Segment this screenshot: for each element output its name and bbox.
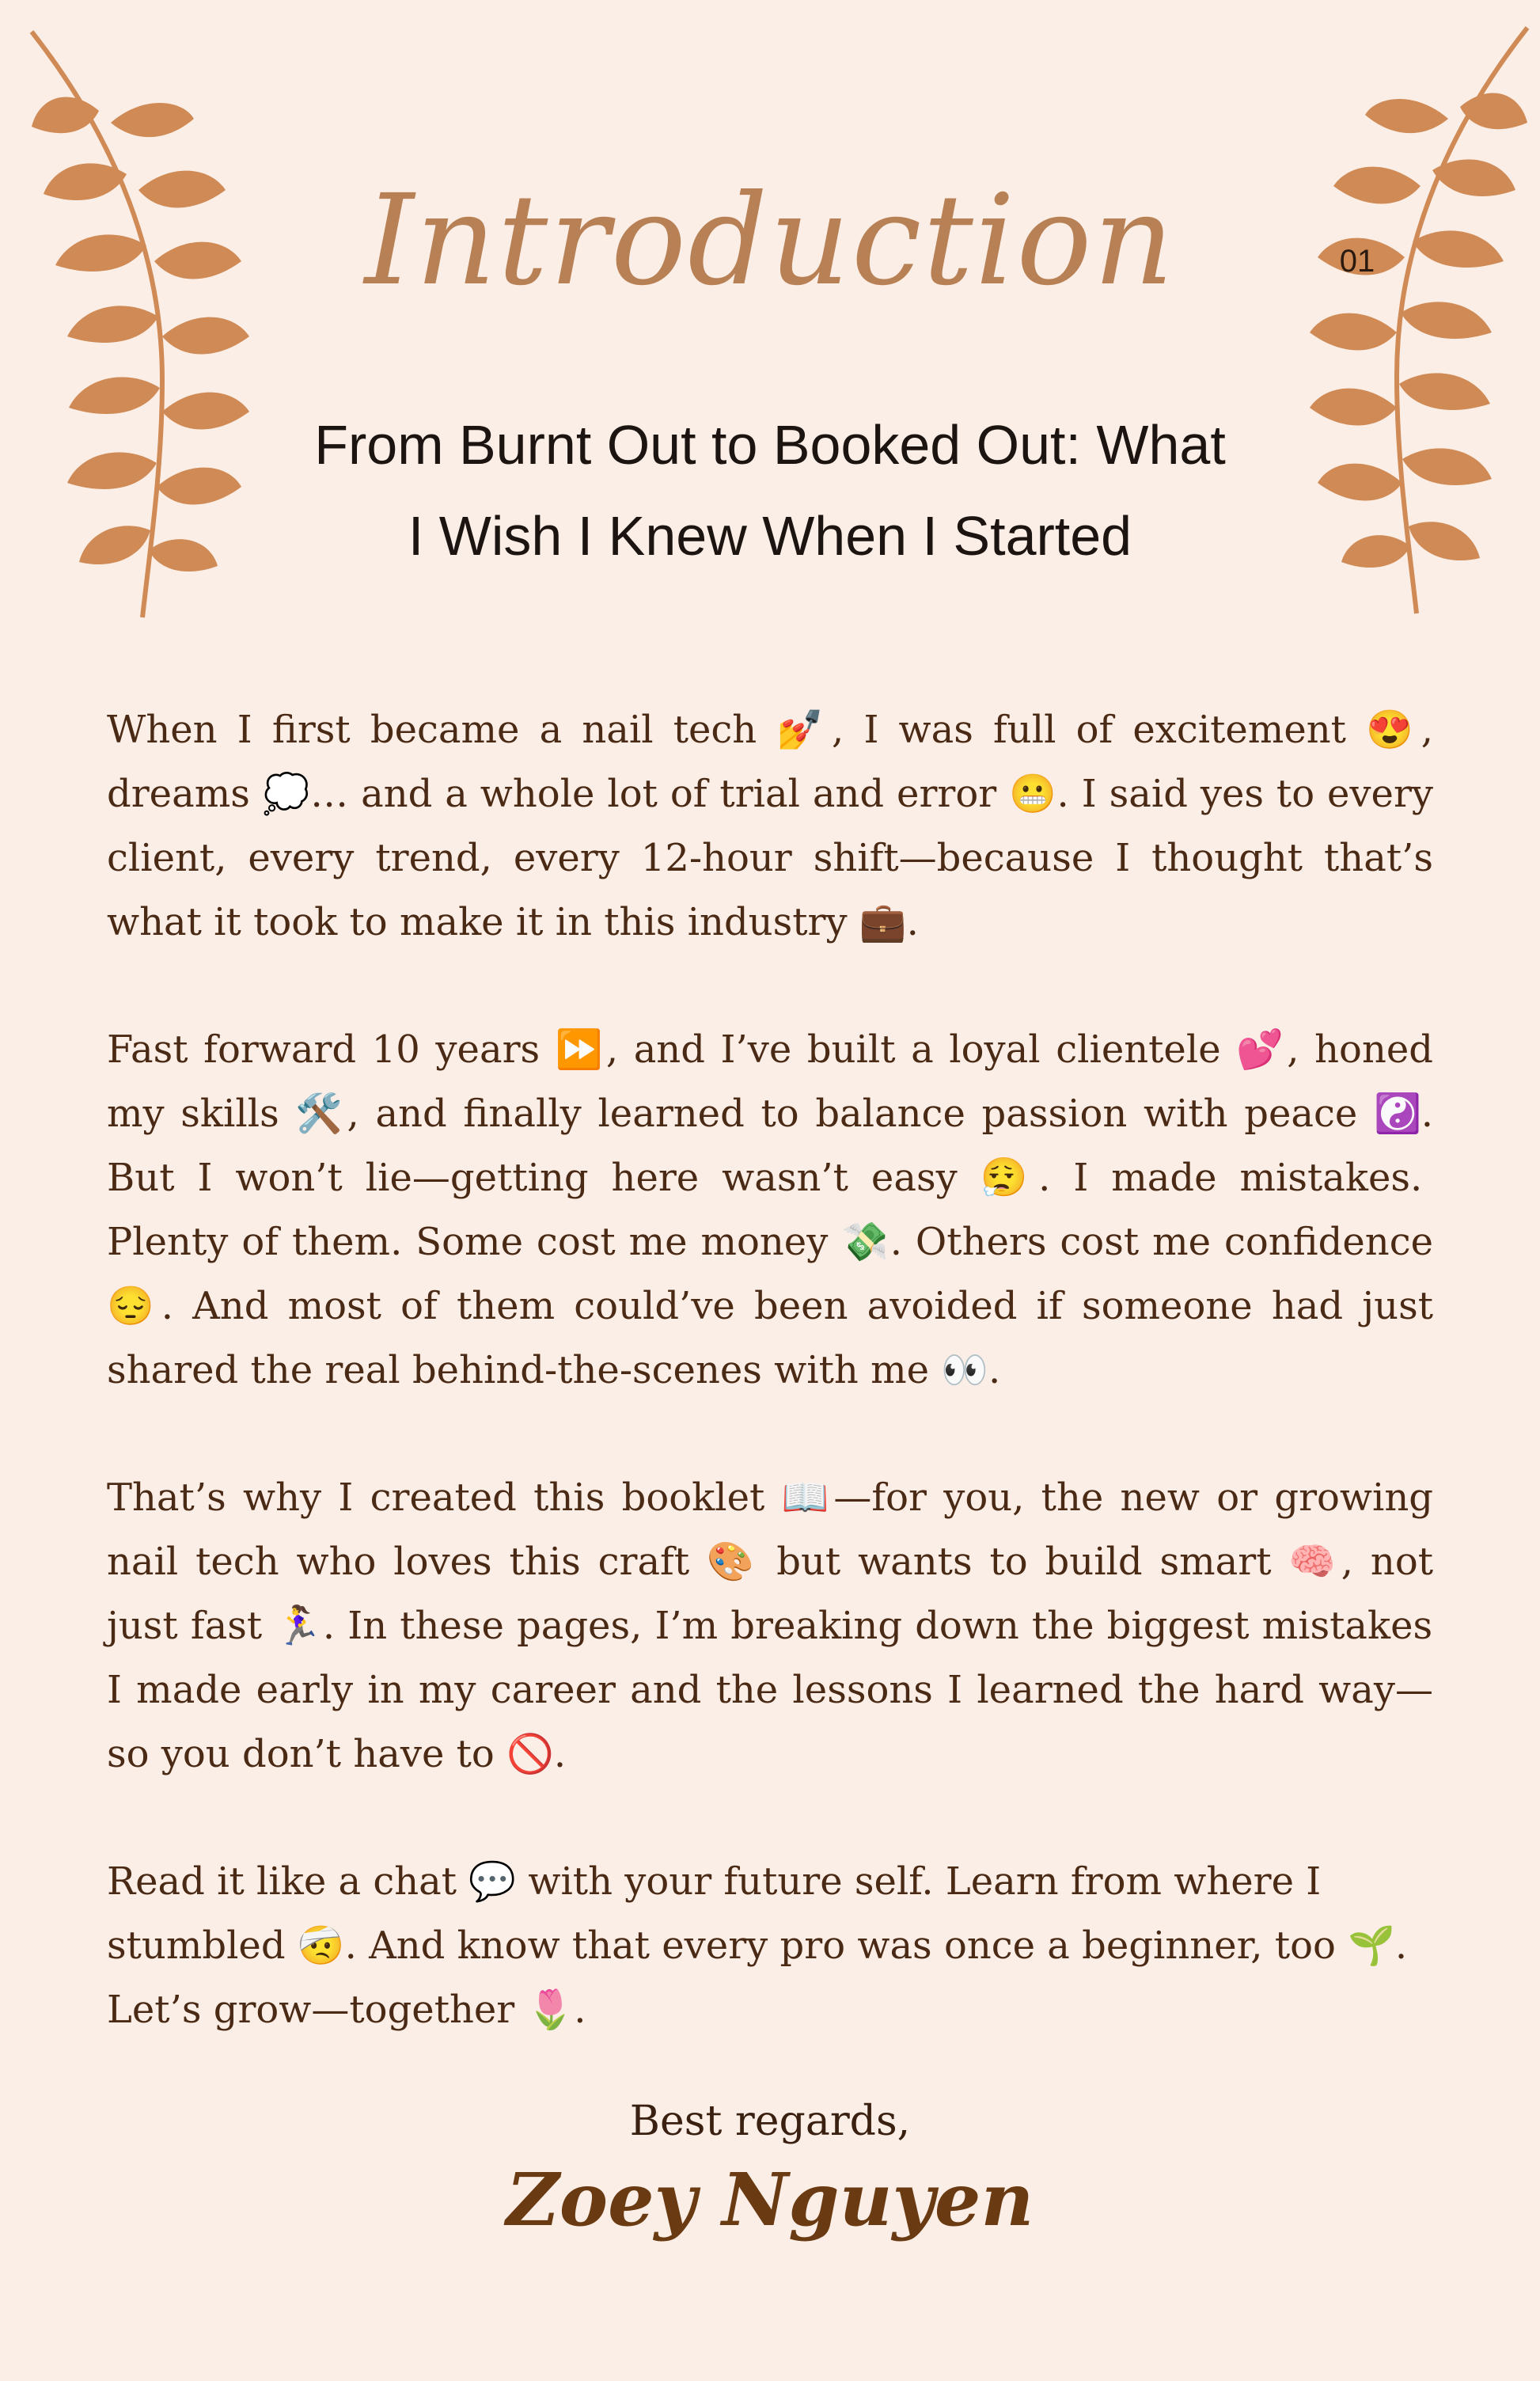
paragraph: Read it like a chat 💬 with your future self. Learn from where I stumbled 🤕. And know that every pro was once a beginner, too 🌱. Let’s grow—together 🌷.: [107, 1859, 1408, 2032]
page-subtitle: [0, 400, 1540, 582]
subtitle-line: I Wish I Knew When I Started: [408, 505, 1132, 567]
signature: Zoey Nguyen: [506, 2157, 1034, 2242]
paragraph: When I first became a nail tech 💅, I was full of excitement 😍, dreams 💭… and a whole lot of trial and error 😬. I said yes to every client, every trend, every 12-hour shift—because I thought that’s what it took to make it in this industry 💼.: [107, 708, 1433, 944]
paragraph: Fast forward 10 years ⏩, and I’ve built a loyal clientele 💕, honed my skills 🛠️, and finally learned to balance passion with peace ☯️. But I won’t lie—getting here wasn’t easy 😮‍💨. I made mistakes. Plenty of them. Some cost me money 💸. Others cost me confidence 😔. And most of them could’ve been avoided if someone had just shared the real behind-the-scenes with me 👀.: [107, 1027, 1433, 1392]
paragraph: That’s why I created this booklet 📖—for you, the new or growing nail tech who loves this craft 🎨 but wants to build smart 🧠, not just fast 🏃‍♀️. In these pages, I’m breaking down the biggest mistakes I made early in my career and the lessons I learned the hard way—so you don’t have to 🚫.: [107, 1475, 1433, 1776]
page-title: Introduction: [364, 168, 1176, 313]
subtitle-line: From Burnt Out to Booked Out: What: [314, 414, 1226, 476]
body-text: [107, 698, 1433, 2042]
page-number: 01: [1339, 243, 1375, 279]
closing-line: Best regards,: [629, 2098, 911, 2145]
